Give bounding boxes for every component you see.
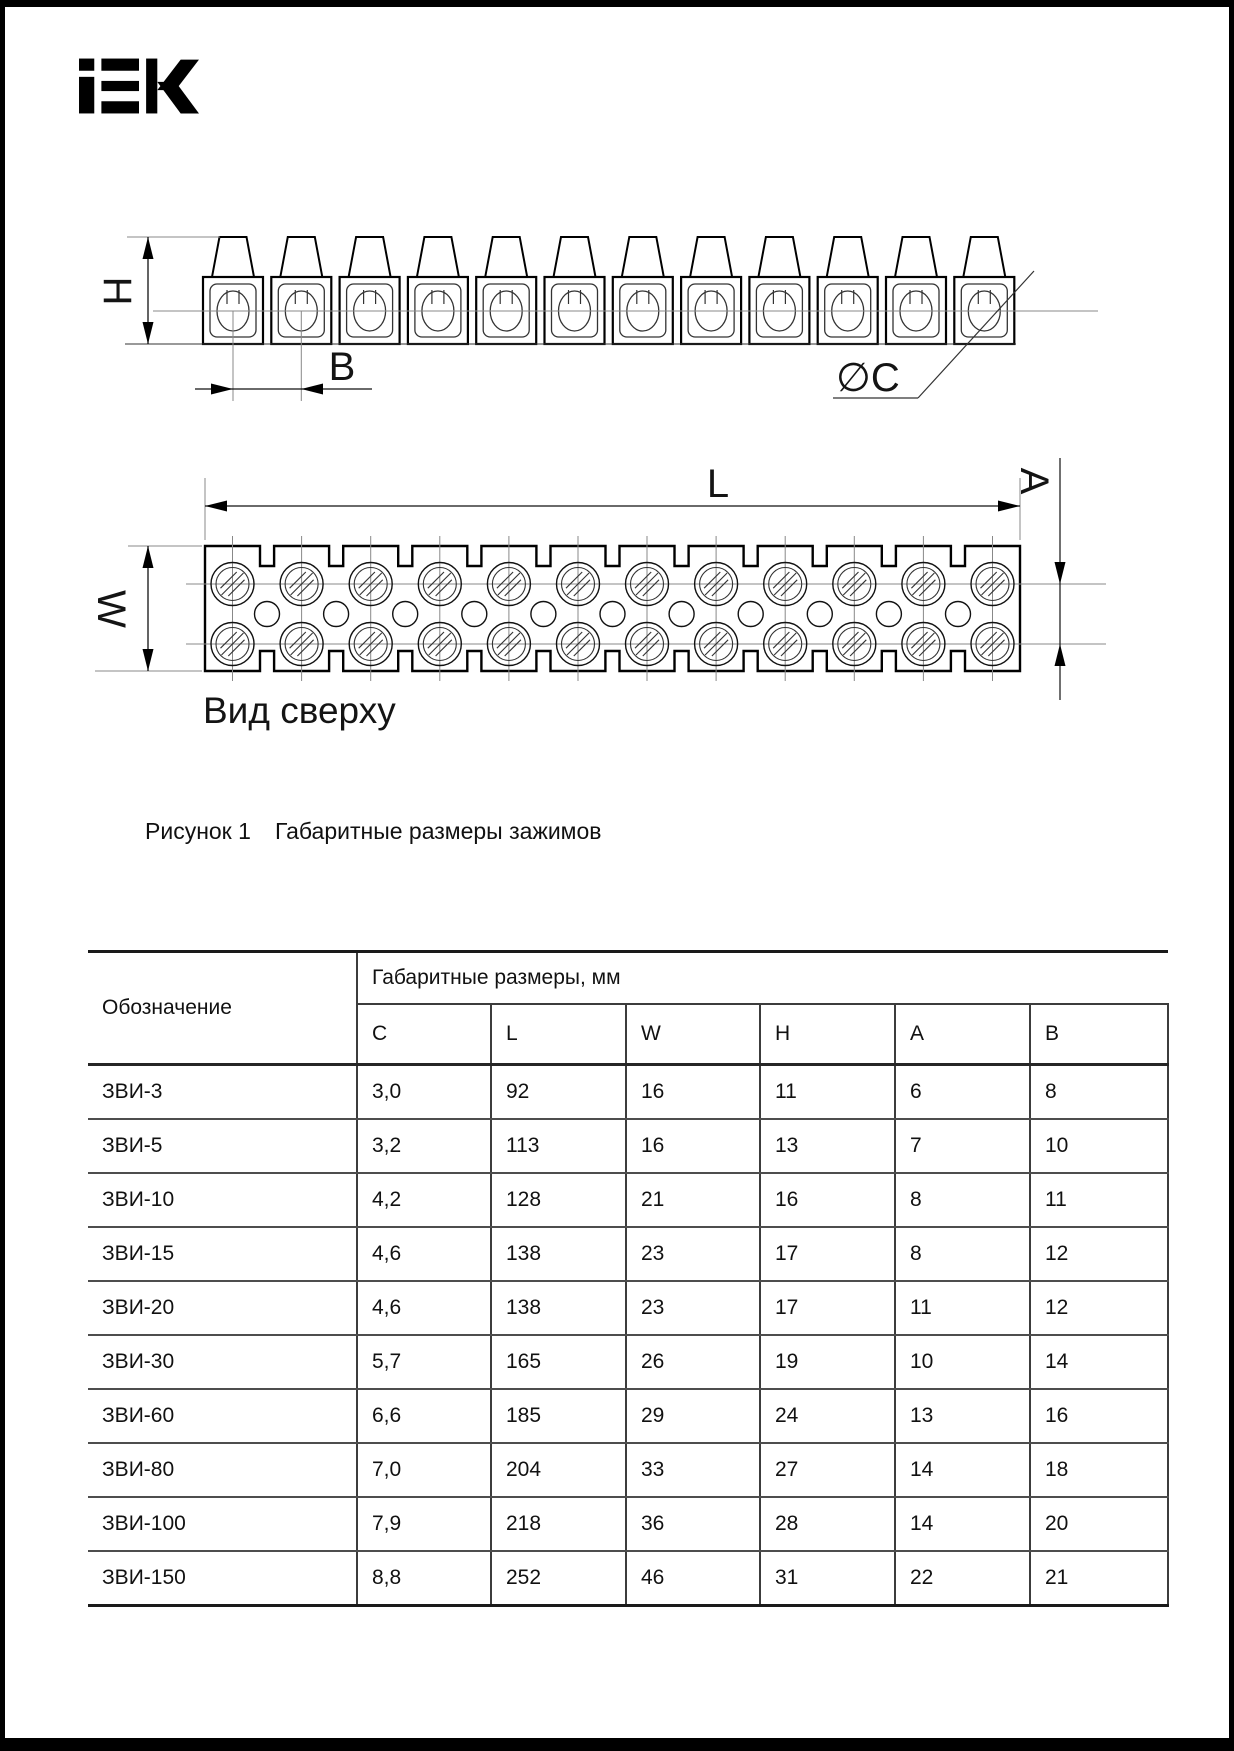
- cell-value: 10: [895, 1335, 1030, 1389]
- terminal-unit-side: [613, 237, 673, 344]
- cell-designation: ЗВИ-5: [88, 1119, 357, 1173]
- cell-value: 4,6: [357, 1281, 491, 1335]
- dim-label-c: ∅C: [836, 356, 900, 400]
- iek-logo: [78, 56, 200, 116]
- cell-designation: ЗВИ-100: [88, 1497, 357, 1551]
- table-row: [88, 1551, 1168, 1606]
- top-view-drawing: [95, 458, 1106, 700]
- table-row: [88, 1443, 1168, 1497]
- cell-value: 113: [491, 1119, 626, 1173]
- cell-value: 7: [895, 1119, 1030, 1173]
- dim-label-h: H: [95, 276, 139, 306]
- cell-value: 16: [1030, 1389, 1168, 1443]
- figure-title: Габаритные размеры зажимов: [274, 818, 602, 844]
- cell-value: 7,9: [357, 1497, 491, 1551]
- dimensions-table: [88, 950, 1169, 1607]
- terminal-unit-side: [681, 237, 741, 344]
- between-hole: [531, 602, 556, 627]
- cell-value: 6: [895, 1065, 1030, 1120]
- table-row: [88, 1281, 1168, 1335]
- cell-designation: ЗВИ-60: [88, 1389, 357, 1443]
- dim-label-b: B: [328, 345, 356, 389]
- terminal-unit-side: [818, 237, 878, 344]
- cell-value: 20: [1030, 1497, 1168, 1551]
- cell-value: 29: [626, 1389, 760, 1443]
- between-hole: [669, 602, 694, 627]
- dim-label-l: L: [706, 462, 730, 506]
- cell-value: 17: [760, 1281, 895, 1335]
- cell-value: 8: [895, 1173, 1030, 1227]
- cell-value: 3,0: [357, 1065, 491, 1120]
- cell-value: 3,2: [357, 1119, 491, 1173]
- cell-designation: ЗВИ-20: [88, 1281, 357, 1335]
- cell-value: 185: [491, 1389, 626, 1443]
- cell-value: 8,8: [357, 1551, 491, 1606]
- between-hole: [946, 602, 971, 627]
- cell-value: 138: [491, 1227, 626, 1281]
- terminal-unit-side: [408, 237, 468, 344]
- col-header-W: W: [626, 1004, 760, 1065]
- cell-designation: ЗВИ-80: [88, 1443, 357, 1497]
- cell-value: 92: [491, 1065, 626, 1120]
- between-hole: [876, 602, 901, 627]
- cell-value: 22: [895, 1551, 1030, 1606]
- cell-value: 28: [760, 1497, 895, 1551]
- cell-value: 5,7: [357, 1335, 491, 1389]
- figure-number: Рисунок 1: [145, 818, 251, 844]
- between-hole: [600, 602, 625, 627]
- cell-value: 36: [626, 1497, 760, 1551]
- terminal-unit-side: [476, 237, 536, 344]
- cell-designation: ЗВИ-15: [88, 1227, 357, 1281]
- cell-value: 6,6: [357, 1389, 491, 1443]
- cell-value: 7,0: [357, 1443, 491, 1497]
- cell-value: 218: [491, 1497, 626, 1551]
- table-row: [88, 1065, 1168, 1120]
- between-hole: [807, 602, 832, 627]
- terminal-unit-side: [545, 237, 605, 344]
- cell-value: 128: [491, 1173, 626, 1227]
- between-hole: [393, 602, 418, 627]
- cell-value: 204: [491, 1443, 626, 1497]
- cell-value: 18: [1030, 1443, 1168, 1497]
- terminal-unit-side: [886, 237, 946, 344]
- cell-value: 21: [1030, 1551, 1168, 1606]
- dim-label-w: W: [89, 590, 133, 628]
- top-view-label: Вид сверху: [203, 690, 396, 731]
- col-header-designation: Обозначение: [88, 952, 357, 1065]
- cell-value: 46: [626, 1551, 760, 1606]
- cell-value: 14: [895, 1497, 1030, 1551]
- cell-value: 16: [760, 1173, 895, 1227]
- col-header-A: A: [895, 1004, 1030, 1065]
- figure-drawings: [0, 190, 1234, 750]
- between-hole: [255, 602, 280, 627]
- col-header-group: Габаритные размеры, мм: [357, 952, 1168, 1005]
- cell-value: 11: [1030, 1173, 1168, 1227]
- cell-value: 13: [895, 1389, 1030, 1443]
- cell-designation: ЗВИ-3: [88, 1065, 357, 1120]
- cell-value: 11: [760, 1065, 895, 1120]
- between-hole: [738, 602, 763, 627]
- cell-value: 16: [626, 1119, 760, 1173]
- cell-value: 23: [626, 1227, 760, 1281]
- cell-designation: ЗВИ-30: [88, 1335, 357, 1389]
- table-row: [88, 1227, 1168, 1281]
- table-body: [88, 1065, 1168, 1606]
- cell-designation: ЗВИ-10: [88, 1173, 357, 1227]
- cell-value: 11: [895, 1281, 1030, 1335]
- cell-value: 4,2: [357, 1173, 491, 1227]
- cell-designation: ЗВИ-150: [88, 1551, 357, 1606]
- between-hole: [324, 602, 349, 627]
- figure-caption: [145, 818, 602, 845]
- cell-value: 23: [626, 1281, 760, 1335]
- cell-value: 12: [1030, 1227, 1168, 1281]
- table-row: [88, 1173, 1168, 1227]
- between-hole: [462, 602, 487, 627]
- cell-value: 8: [1030, 1065, 1168, 1120]
- cell-value: 138: [491, 1281, 626, 1335]
- col-header-C: C: [357, 1004, 491, 1065]
- col-header-H: H: [760, 1004, 895, 1065]
- terminal-unit-side: [954, 237, 1014, 344]
- table-row: [88, 1119, 1168, 1173]
- cell-value: 165: [491, 1335, 626, 1389]
- cell-value: 17: [760, 1227, 895, 1281]
- cell-value: 4,6: [357, 1227, 491, 1281]
- cell-value: 14: [895, 1443, 1030, 1497]
- cell-value: 8: [895, 1227, 1030, 1281]
- cell-value: 19: [760, 1335, 895, 1389]
- terminal-unit-side: [749, 237, 809, 344]
- dim-label-a: A: [1012, 467, 1056, 495]
- table-row: [88, 1497, 1168, 1551]
- cell-value: 10: [1030, 1119, 1168, 1173]
- cell-value: 16: [626, 1065, 760, 1120]
- cell-value: 27: [760, 1443, 895, 1497]
- cell-value: 12: [1030, 1281, 1168, 1335]
- table-row: [88, 1335, 1168, 1389]
- side-view-drawing: [125, 237, 1098, 401]
- cell-value: 13: [760, 1119, 895, 1173]
- cell-value: 21: [626, 1173, 760, 1227]
- cell-value: 26: [626, 1335, 760, 1389]
- cell-value: 33: [626, 1443, 760, 1497]
- col-header-L: L: [491, 1004, 626, 1065]
- cell-value: 14: [1030, 1335, 1168, 1389]
- table-row: [88, 1389, 1168, 1443]
- terminal-unit-side: [340, 237, 400, 344]
- cell-value: 31: [760, 1551, 895, 1606]
- col-header-B: B: [1030, 1004, 1168, 1065]
- cell-value: 24: [760, 1389, 895, 1443]
- cell-value: 252: [491, 1551, 626, 1606]
